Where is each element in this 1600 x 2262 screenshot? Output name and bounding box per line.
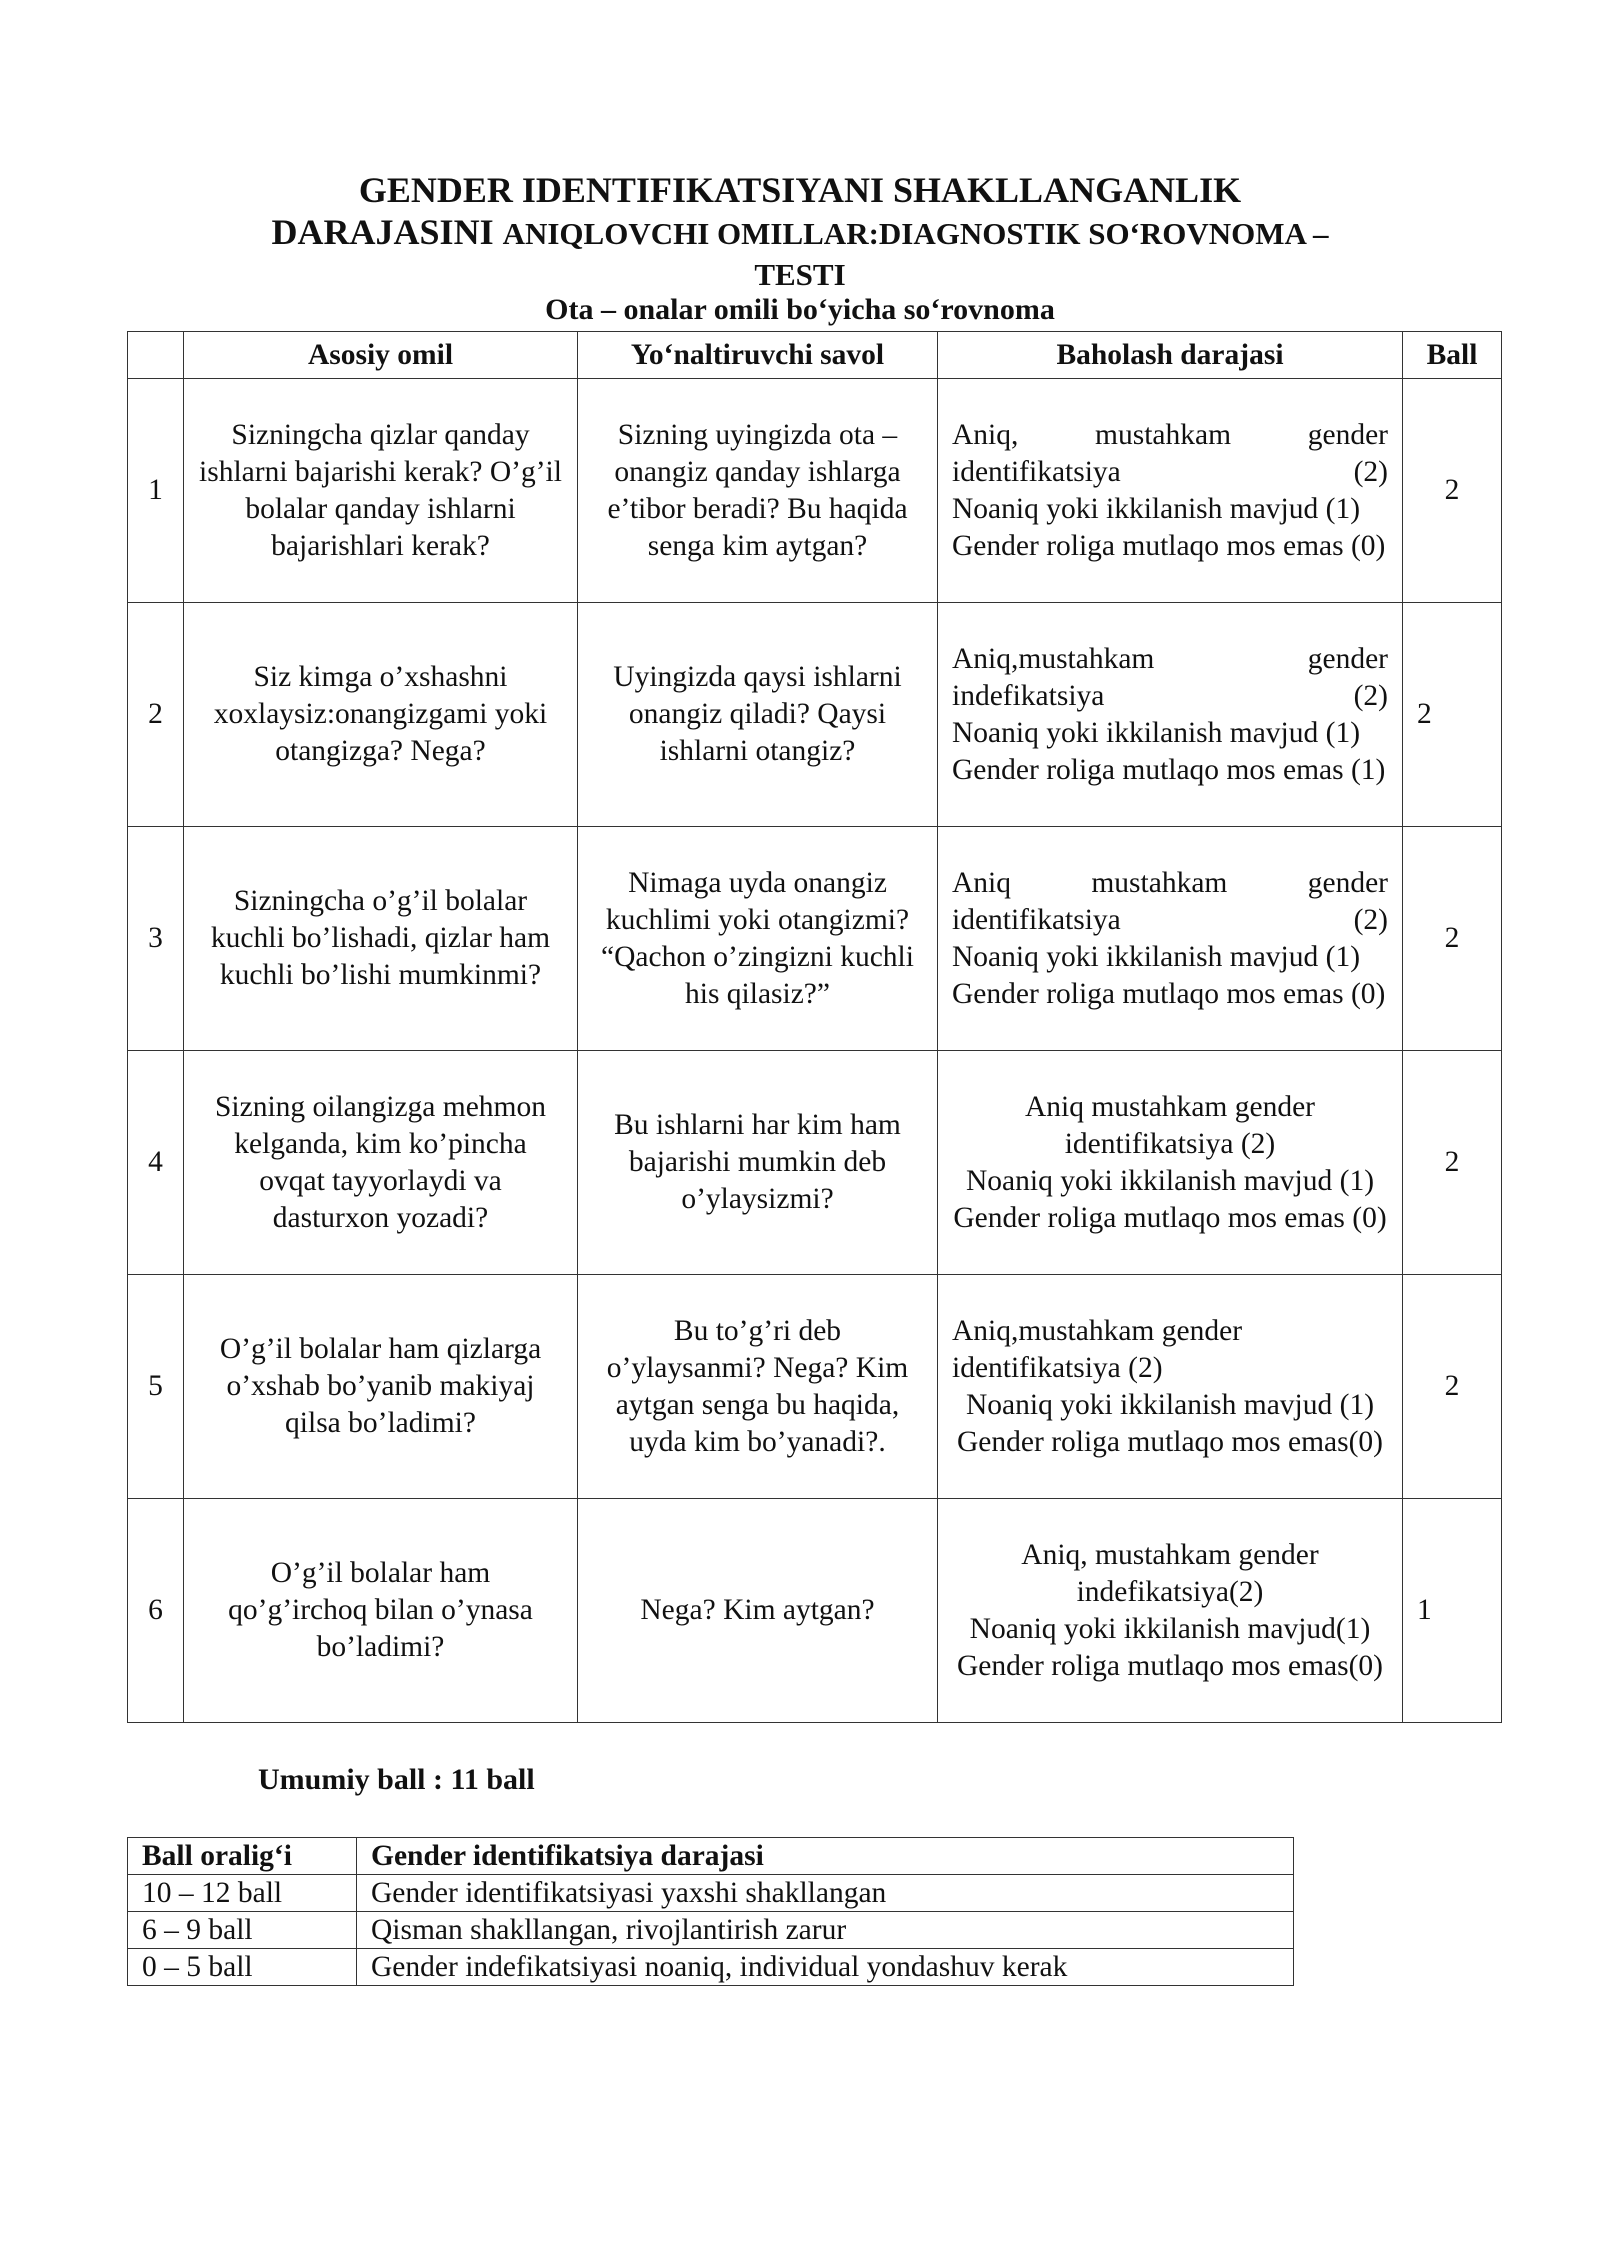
table-header-row — [128, 332, 1502, 379]
row-number: 4 — [128, 1051, 184, 1275]
evaluation-option: Noaniq yoki ikkilanish mavjud (1) — [965, 1388, 1375, 1421]
column-header-factor: Asosiy omil — [184, 332, 578, 379]
evaluation-option: Aniq mustahkam gender identifikatsiya (2) — [952, 866, 1388, 936]
ball-cell: 2 — [1403, 1051, 1502, 1275]
evaluation-option: Noaniq yoki ikkilanish mavjud (1) — [952, 492, 1361, 525]
row-number: 5 — [128, 1275, 184, 1499]
factor-cell: Sizning oilangizga mehmon kelganda, kim ko’pincha ovqat tayyorlaydi va dasturxon yozadi? — [184, 1051, 578, 1275]
level-cell: Gender identifikatsiyasi yaxshi shakllangan — [357, 1875, 1294, 1912]
table-row — [128, 1499, 1502, 1723]
evaluation-option: Gender roliga mutlaqo mos emas(0) — [957, 1649, 1383, 1682]
evaluation-option: Gender roliga mutlaqo mos emas (1) — [952, 753, 1386, 786]
table-row — [128, 603, 1502, 827]
evaluation-cell — [938, 1275, 1403, 1499]
question-cell: Uyingizda qaysi ishlarni onangiz qiladi? Qaysi ishlarni otangiz? — [578, 603, 938, 827]
evaluation-option: Gender roliga mutlaqo mos emas (0) — [953, 1201, 1387, 1234]
table-row — [128, 1051, 1502, 1275]
document-title-line1: GENDER IDENTIFIKATSIYANI SHAKLLANGANLIK — [358, 170, 1242, 210]
title-word-big: DARAJASINI — [271, 212, 494, 252]
factor-cell: Siz kimga o’xshashni xoxlaysiz:onangizgami yoki otangizga? Nega? — [184, 603, 578, 827]
table-row — [128, 379, 1502, 603]
factor-cell: Sizningcha o’g’il bolalar kuchli bo’lishadi, qizlar ham kuchli bo’lishi mumkinmi? — [184, 827, 578, 1051]
column-header-question: Yo‘naltiruvchi savol — [578, 332, 938, 379]
ball-cell: 2 — [1403, 379, 1502, 603]
document-subtitle: Ota – onalar omili bo‘yicha so‘rovnoma — [545, 293, 1055, 326]
row-number: 1 — [128, 379, 184, 603]
evaluation-option: Aniq, mustahkam gender identifikatsiya (2) — [952, 418, 1388, 488]
evaluation-option: Noaniq yoki ikkilanish mavjud(1) — [969, 1612, 1371, 1645]
document-title-line3: TESTI — [754, 257, 846, 292]
evaluation-option: Aniq,mustahkam gender identifikatsiya (2) — [952, 1314, 1243, 1384]
evaluation-option: Aniq mustahkam gender identifikatsiya (2) — [1024, 1090, 1316, 1160]
evaluation-cell — [938, 1051, 1403, 1275]
evaluation-option: Aniq,mustahkam gender indefikatsiya (2) — [952, 642, 1388, 712]
question-cell: Bu to’g’ri deb o’ylaysanmi? Nega? Kim aytgan senga bu haqida, uyda kim bo’yanadi?. — [578, 1275, 938, 1499]
question-cell: Nimaga uyda onangiz kuchlimi yoki otangizmi? “Qachon o’zingizni kuchli his qilasiz?” — [578, 827, 938, 1051]
total-score: Umumiy ball : 11 ball — [258, 1763, 535, 1796]
evaluation-option: Noaniq yoki ikkilanish mavjud (1) — [952, 940, 1361, 973]
question-cell: Sizning uyingizda ota – onangiz qanday ishlarga e’tibor beradi? Bu haqida senga kim aytgan? — [578, 379, 938, 603]
column-header-ball: Ball — [1403, 332, 1502, 379]
evaluation-option: Gender roliga mutlaqo mos emas (0) — [952, 977, 1386, 1010]
question-cell: Bu ishlarni har kim ham bajarishi mumkin deb o’ylaysizmi? — [578, 1051, 938, 1275]
document-title-line2 — [0, 210, 1600, 256]
level-cell: Qisman shakllangan, rivojlantirish zarur — [357, 1912, 1294, 1949]
evaluation-option: Noaniq yoki ikkilanish mavjud (1) — [952, 716, 1361, 749]
table-row — [128, 827, 1502, 1051]
factor-cell: O’g’il bolalar ham qo’g’irchoq bilan o’ynasa bo’ladimi? — [184, 1499, 578, 1723]
range-header-row — [128, 1838, 1294, 1875]
evaluation-cell — [938, 603, 1403, 827]
column-header-number — [128, 332, 184, 379]
evaluation-option: Noaniq yoki ikkilanish mavjud (1) — [965, 1164, 1375, 1197]
level-cell: Gender indefikatsiyasi noaniq, individual yondashuv kerak — [357, 1949, 1294, 1986]
table-row — [128, 1949, 1294, 1986]
score-range-table — [127, 1837, 1294, 1986]
evaluation-cell — [938, 827, 1403, 1051]
questionnaire-table — [127, 331, 1502, 1723]
evaluation-option: Gender roliga mutlaqo mos emas(0) — [957, 1425, 1383, 1458]
row-number: 3 — [128, 827, 184, 1051]
evaluation-option: Gender roliga mutlaqo mos emas (0) — [952, 529, 1386, 562]
range-cell: 10 – 12 ball — [128, 1875, 357, 1912]
evaluation-cell — [938, 379, 1403, 603]
table-row — [128, 1275, 1502, 1499]
table-row — [128, 1875, 1294, 1912]
question-cell: Nega? Kim aytgan? — [578, 1499, 938, 1723]
row-number: 2 — [128, 603, 184, 827]
column-header-evaluation: Baholash darajasi — [938, 332, 1403, 379]
ball-cell: 1 — [1403, 1499, 1502, 1723]
row-number: 6 — [128, 1499, 184, 1723]
ball-cell: 2 — [1403, 603, 1502, 827]
evaluation-cell — [938, 1499, 1403, 1723]
column-header-range: Ball oralig‘i — [128, 1838, 357, 1875]
column-header-level: Gender identifikatsiya darajasi — [357, 1838, 1294, 1875]
factor-cell: Sizningcha qizlar qanday ishlarni bajarishi kerak? O’g’il bolalar qanday ishlarni bajarishlari kerak? — [184, 379, 578, 603]
evaluation-option: Aniq, mustahkam gender indefikatsiya(2) — [1021, 1538, 1319, 1608]
range-cell: 0 – 5 ball — [128, 1949, 357, 1986]
ball-cell: 2 — [1403, 1275, 1502, 1499]
range-cell: 6 – 9 ball — [128, 1912, 357, 1949]
factor-cell: O’g’il bolalar ham qizlarga o’xshab bo’yanib makiyaj qilsa bo’ladimi? — [184, 1275, 578, 1499]
ball-cell: 2 — [1403, 827, 1502, 1051]
title-rest: ANIQLOVCHI OMILLAR:DIAGNOSTIK SO‘ROVNOMA – — [502, 216, 1329, 251]
table-row — [128, 1912, 1294, 1949]
